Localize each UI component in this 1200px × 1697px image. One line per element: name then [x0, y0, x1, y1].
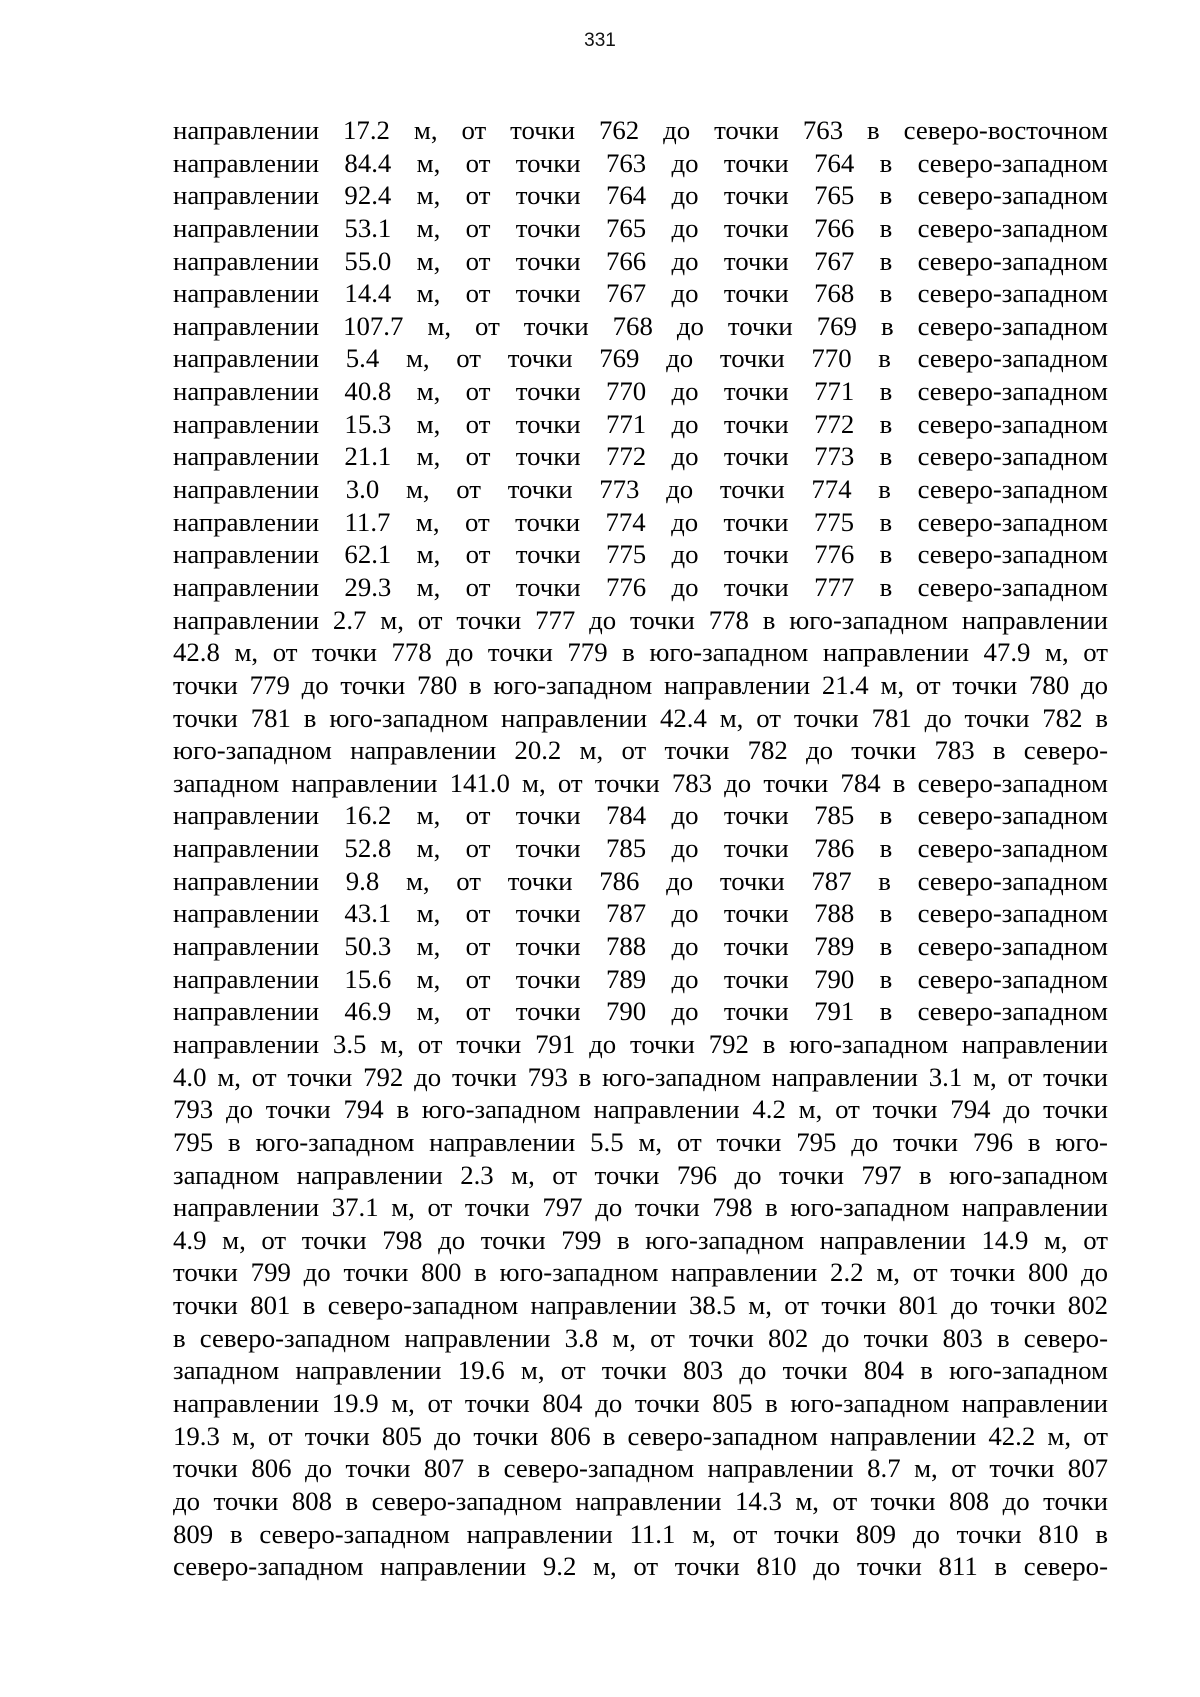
text-line: направлении 3.5 м, от точки 791 до точки 792 в юго-западном направлении	[173, 1028, 1108, 1059]
text-line: 809 в северо-западном направлении 11.1 м, от точки 809 до точки 810 в	[173, 1518, 1108, 1549]
text-line: западном направлении 141.0 м, от точки 783 до точки 784 в северо-западном	[173, 767, 1108, 798]
text-line: направлении 50.3 м, от точки 788 до точки 789 в северо-западном	[173, 931, 1108, 962]
text-line: направлении 9.8 м, от точки 786 до точки 787 в северо-западном	[173, 865, 1108, 896]
text-line: направлении 53.1 м, от точки 765 до точки 766 в северо-западном	[173, 212, 1108, 243]
text-line: до точки 808 в северо-западном направлении 14.3 м, от точки 808 до точки	[173, 1485, 1108, 1516]
body-text	[173, 114, 1108, 1583]
text-line: направлении 15.6 м, от точки 789 до точки 790 в северо-западном	[173, 963, 1108, 994]
text-line: точки 799 до точки 800 в юго-западном направлении 2.2 м, от точки 800 до	[173, 1257, 1108, 1288]
text-line: направлении 14.4 м, от точки 767 до точки 768 в северо-западном	[173, 278, 1108, 309]
text-line: направлении 29.3 м, от точки 776 до точки 777 в северо-западном	[173, 571, 1108, 602]
text-line: направлении 46.9 м, от точки 790 до точки 791 в северо-западном	[173, 996, 1108, 1027]
text-line: 42.8 м, от точки 778 до точки 779 в юго-западном направлении 47.9 м, от	[173, 637, 1108, 668]
text-line: в северо-западном направлении 3.8 м, от точки 802 до точки 803 в северо-	[173, 1322, 1108, 1353]
text-line: 4.9 м, от точки 798 до точки 799 в юго-западном направлении 14.9 м, от	[173, 1224, 1108, 1255]
text-line: 4.0 м, от точки 792 до точки 793 в юго-западном направлении 3.1 м, от точки	[173, 1061, 1108, 1092]
text-line: направлении 107.7 м, от точки 768 до точки 769 в северо-западном	[173, 310, 1108, 341]
text-line: направлении 92.4 м, от точки 764 до точки 765 в северо-западном	[173, 180, 1108, 211]
text-line: направлении 17.2 м, от точки 762 до точки 763 в северо-восточном	[173, 115, 1108, 145]
text-line: направлении 3.0 м, от точки 773 до точки 774 в северо-западном	[173, 474, 1108, 505]
text-line: западном направлении 19.6 м, от точки 803 до точки 804 в юго-западном	[173, 1355, 1108, 1386]
text-line: направлении 19.9 м, от точки 804 до точки 805 в юго-западном направлении	[173, 1387, 1108, 1418]
text-line: направлении 21.1 м, от точки 772 до точки 773 в северо-западном	[173, 441, 1108, 472]
text-line: направлении 55.0 м, от точки 766 до точки 767 в северо-западном	[173, 245, 1108, 276]
text-line: точки 779 до точки 780 в юго-западном направлении 21.4 м, от точки 780 до	[173, 669, 1108, 700]
text-line: направлении 2.7 м, от точки 777 до точки 778 в юго-западном направлении	[173, 604, 1108, 635]
text-line: направлении 40.8 м, от точки 770 до точки 771 в северо-западном	[173, 376, 1108, 407]
text-line: направлении 52.8 м, от точки 785 до точки 786 в северо-западном	[173, 833, 1108, 864]
text-line: точки 806 до точки 807 в северо-западном направлении 8.7 м, от точки 807	[173, 1453, 1108, 1484]
text-line: точки 801 в северо-западном направлении 38.5 м, от точки 801 до точки 802	[173, 1290, 1108, 1321]
text-line: направлении 62.1 м, от точки 775 до точки 776 в северо-западном	[173, 539, 1108, 570]
text-line: направлении 43.1 м, от точки 787 до точки 788 в северо-западном	[173, 898, 1108, 929]
text-line: направлении 16.2 м, от точки 784 до точки 785 в северо-западном	[173, 800, 1108, 831]
text-line: точки 781 в юго-западном направлении 42.4 м, от точки 781 до точки 782 в	[173, 702, 1108, 733]
page-number: 331	[584, 30, 616, 51]
text-line: юго-западном направлении 20.2 м, от точки 782 до точки 783 в северо-	[173, 735, 1108, 766]
text-line: 793 до точки 794 в юго-западном направлении 4.2 м, от точки 794 до точки	[173, 1094, 1108, 1125]
text-line: западном направлении 2.3 м, от точки 796 до точки 797 в юго-западном	[173, 1159, 1108, 1190]
text-line: направлении 11.7 м, от точки 774 до точки 775 в северо-западном	[173, 506, 1108, 537]
text-line: направлении 37.1 м, от точки 797 до точки 798 в юго-западном направлении	[173, 1192, 1108, 1223]
text-line: направлении 84.4 м, от точки 763 до точки 764 в северо-западном	[173, 147, 1108, 178]
text-line: 19.3 м, от точки 805 до точки 806 в северо-западном направлении 42.2 м, от	[173, 1420, 1108, 1451]
text-line: направлении 5.4 м, от точки 769 до точки 770 в северо-западном	[173, 343, 1108, 374]
text-line: 795 в юго-западном направлении 5.5 м, от точки 795 до точки 796 в юго-	[173, 1126, 1108, 1157]
text-line: направлении 15.3 м, от точки 771 до точки 772 в северо-западном	[173, 408, 1108, 439]
text-line: северо-западном направлении 9.2 м, от точки 810 до точки 811 в северо-	[173, 1551, 1108, 1582]
